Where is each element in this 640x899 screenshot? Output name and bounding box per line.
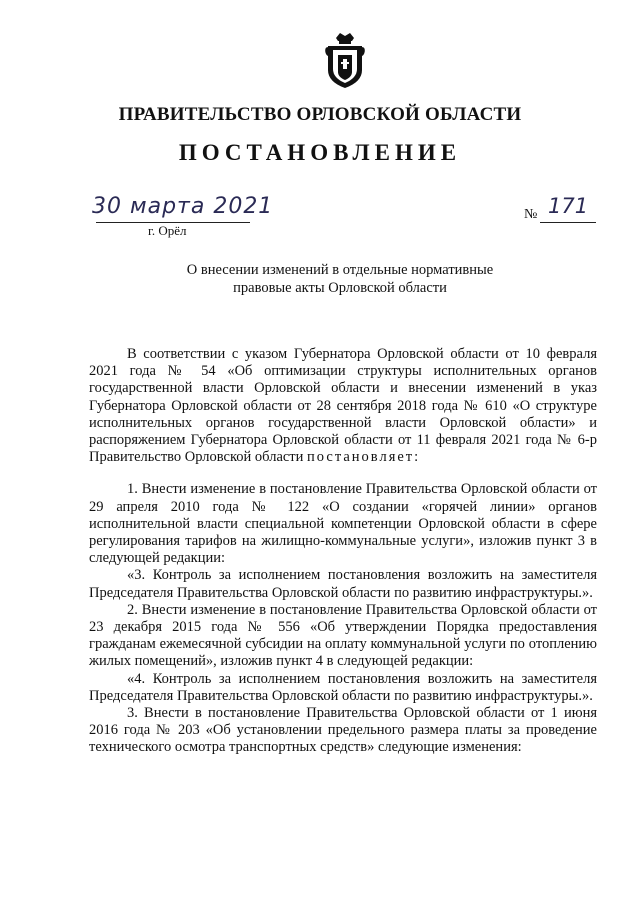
resolves-text: постановляет:: [307, 449, 421, 466]
intro-text: В соответствии с указом Губернатора Орловской области от 10 февраля 2021 года № 54 «Об оптимизации структуры исполнительных органов государственной власти Орловской области и внесении изменений в указ Губернатора Орловской области от 28 сентября 2018 года № 610 «О структуре исполнительных органов государственной власти Орловской области» и распоряжением Губернатора Орловской области от 11 февраля 2021 года № 6-р Правительство Орловской области: [89, 346, 597, 466]
document-body: [89, 346, 597, 757]
coat-of-arms-icon: [322, 32, 368, 90]
handwritten-number: 171: [548, 194, 589, 218]
item-2-paragraph: 2. Внести изменение в постановление Правительства Орловской области от 23 декабря 2015 года № 556 «Об утверждении Порядка предоставления гражданам ежемесячной субсидии на оплату коммунальной услуги по отоплению жилых помещений», изложив пункт 4 в следующей редакции:: [89, 601, 597, 670]
document-subject: О внесении изменений в отдельные нормативные правовые акты Орловской области: [186, 262, 494, 296]
item-1-quote: «3. Контроль за исполнением постановления возложить на заместителя Председателя Правительства Орловской области по развитию инфраструктуры.».: [89, 567, 597, 601]
government-title: ПРАВИТЕЛЬСТВО ОРЛОВСКОЙ ОБЛАСТИ: [118, 104, 522, 125]
number-underline: [540, 222, 596, 223]
document-type-title: ПОСТАНОВЛЕНИЕ: [178, 140, 462, 165]
item-1-paragraph: 1. Внести изменение в постановление Правительства Орловской области от 29 апреля 2010 года № 122 «О создании «горячей линии» органов исполнительной власти специальной компетенции Орловской области в сфере регулирования тарифов на жилищно-коммунальные услуги», изложив пункт 3 в следующей редакции:: [89, 481, 597, 567]
coat-of-arms-emblem: [322, 32, 368, 90]
item-2-quote: «4. Контроль за исполнением постановления возложить на заместителя Председателя Правительства Орловской области по развитию инфраструктуры.».: [89, 670, 597, 704]
handwritten-date: 30 марта 2021: [92, 194, 274, 219]
item-3-paragraph: 3. Внести в постановление Правительства Орловской области от 1 июня 2016 года № 203 «Об установлении предельного размера платы за проведение технического осмотра транспортных средств» следующие изменения:: [89, 705, 597, 756]
intro-paragraph: [89, 346, 597, 466]
number-label: №: [524, 207, 538, 222]
city-label: г. Орёл: [148, 223, 187, 238]
